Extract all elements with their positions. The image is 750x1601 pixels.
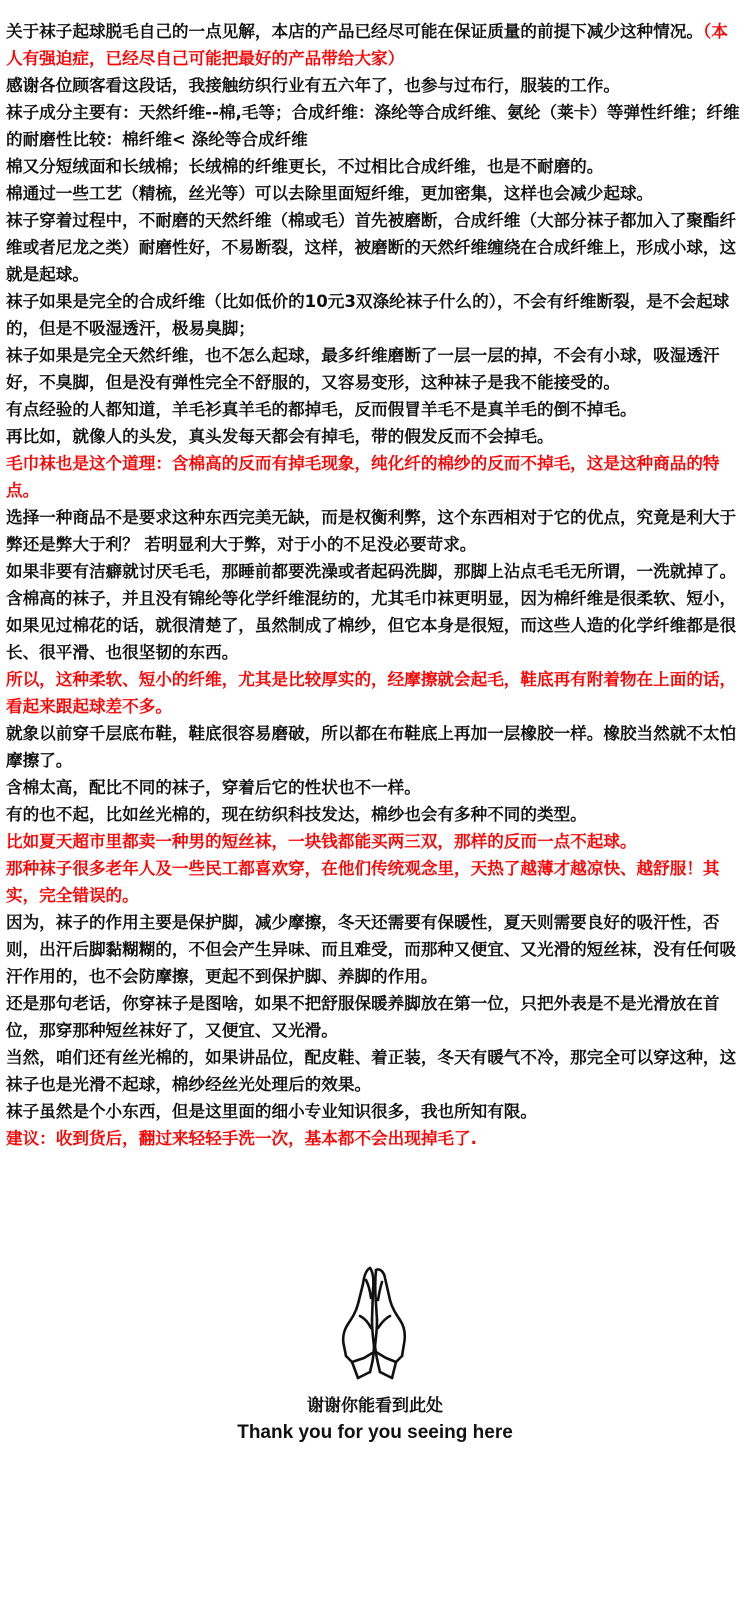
paragraph: 含棉太高，配比不同的袜子，穿着后它的性状也不一样。 — [6, 778, 421, 797]
paragraph: 袜子穿着过程中，不耐磨的天然纤维（棉或毛）首先被磨断，合成纤维（大部分袜子都加入了聚酯纤维或者尼龙之类）耐磨性好，不易断裂，这样，被磨断的天然纤维缠绕在合成纤维上，形成小球，这就是起球。 — [6, 211, 737, 284]
thanks-english: Thank you for you seeing here — [237, 1422, 513, 1443]
intro-text: 关于袜子起球脱毛自己的一点见解，本店的产品已经尽可能在保证质量的前提下减少这种情况。 — [6, 22, 703, 41]
paragraph: 就象以前穿千层底布鞋，鞋底很容易磨破，所以都在布鞋底上再加一层橡胶一样。橡胶当然就不太怕摩擦了。 — [6, 724, 737, 770]
paragraph: 如果非要有洁癖就讨厌毛毛，那睡前都要洗澡或者起码洗脚，那脚上沾点毛毛无所谓，一洗就掉了。 — [6, 562, 737, 581]
paragraph-highlight: 比如夏天超市里都卖一种男的短丝袜，一块钱都能买两三双，那样的反而一点不起球。 — [6, 832, 637, 851]
paragraph: 再比如，就像人的头发，真头发每天都会有掉毛，带的假发反而不会掉毛。 — [6, 427, 554, 446]
paragraph: 还是那句老话，你穿袜子是图啥，如果不把舒服保暖养脚放在第一位，只把外表是不是光滑放在首位，那穿那种短丝袜好了，又便宜、又光滑。 — [6, 994, 720, 1040]
paragraph: 袜子如果是完全天然纤维，也不怎么起球，最多纤维磨断了一层一层的掉，不会有小球，吸湿透汗好，不臭脚，但是没有弹性完全不舒服的，又容易变形，这种袜子是我不能接受的。 — [6, 346, 720, 392]
paragraph-highlight: 所以，这种柔软、短小的纤维，尤其是比较厚实的，经摩擦就会起毛，鞋底再有附着物在上面的话，看起来跟起球差不多。 — [6, 670, 737, 716]
paragraph: 袜子虽然是个小东西，但是这里面的细小专业知识很多，我也所知有限。 — [6, 1102, 537, 1121]
praying-hands-icon — [330, 1260, 420, 1385]
paragraph: 当然，咱们还有丝光棉的，如果讲品位，配皮鞋、着正装，冬天有暖气不冷，那完全可以穿这种，这袜子也是光滑不起球，棉纱经丝光处理后的效果。 — [6, 1048, 737, 1094]
paragraph: 棉又分短绒面和长绒棉；长绒棉的纤维更长，不过相比合成纤维，也是不耐磨的。 — [6, 157, 604, 176]
paragraph: 有的也不起，比如丝光棉的，现在纺织科技发达，棉纱也会有多种不同的类型。 — [6, 805, 587, 824]
closing-section — [0, 1260, 750, 1447]
paragraph: 含棉高的袜子，并且没有锦纶等化学纤维混纺的，尤其毛巾袜更明显，因为棉纤维是很柔软、短小，如果见过棉花的话，就很清楚了，虽然制成了棉纱，但它本身是很短，而这些人造的化学纤维都是很长、很平滑、也很坚韧的东西。 — [6, 589, 737, 662]
paragraph-highlight: 那种袜子很多老年人及一些民工都喜欢穿，在他们传统观念里，天热了越薄才越凉快、越舒服！其实，完全错误的。 — [6, 859, 720, 905]
intro-highlight: （本人有强迫症，已经尽自己可能把最好的产品带给大家） — [6, 22, 728, 68]
paragraph: 袜子成分主要有：天然纤维--棉,毛等；合成纤维：涤纶等合成纤维、氨纶（莱卡）等弹性纤维；纤维的耐磨性比较：棉纤维< 涤纶等合成纤维 — [6, 103, 740, 149]
thanks-chinese: 谢谢你能看到此处 — [307, 1396, 443, 1416]
paragraph-intro — [6, 18, 742, 72]
paragraph: 袜子如果是完全的合成纤维（比如低价的10元3双涤纶袜子什么的），不会有纤维断裂，是不会起球的，但是不吸湿透汗，极易臭脚； — [6, 292, 730, 338]
paragraph: 棉通过一些工艺（精梳，丝光等）可以去除里面短纤维，更加密集，这样也会减少起球。 — [6, 184, 654, 203]
paragraph: 因为，袜子的作用主要是保护脚，减少摩擦，冬天还需要有保暖性，夏天则需要良好的吸汗性，否则，出汗后脚黏糊糊的，不但会产生异味、而且难受，而那种又便宜、又光滑的短丝袜，没有任何吸汗作用的，也不会防摩擦，更起不到保护脚、养脚的作用。 — [6, 913, 737, 986]
article-body — [6, 18, 742, 1152]
advice-paragraph: 建议：收到货后，翻过来轻轻手洗一次，基本都不会出现掉毛了. — [6, 1129, 477, 1148]
paragraph: 感谢各位顾客看这段话，我接触纺织行业有五六年了，也参与过布行，服装的工作。 — [6, 76, 620, 95]
paragraph-highlight: 毛巾袜也是这个道理：含棉高的反而有掉毛现象，纯化纤的棉纱的反而不掉毛，这是这种商品的特点。 — [6, 454, 720, 500]
paragraph: 选择一种商品不是要求这种东西完美无缺，而是权衡利弊，这个东西相对于它的优点，究竟是利大于弊还是弊大于利？ 若明显利大于弊，对于小的不足没必要苛求。 — [6, 508, 737, 554]
paragraph: 有点经验的人都知道，羊毛衫真羊毛的都掉毛，反而假冒羊毛不是真羊毛的倒不掉毛。 — [6, 400, 637, 419]
